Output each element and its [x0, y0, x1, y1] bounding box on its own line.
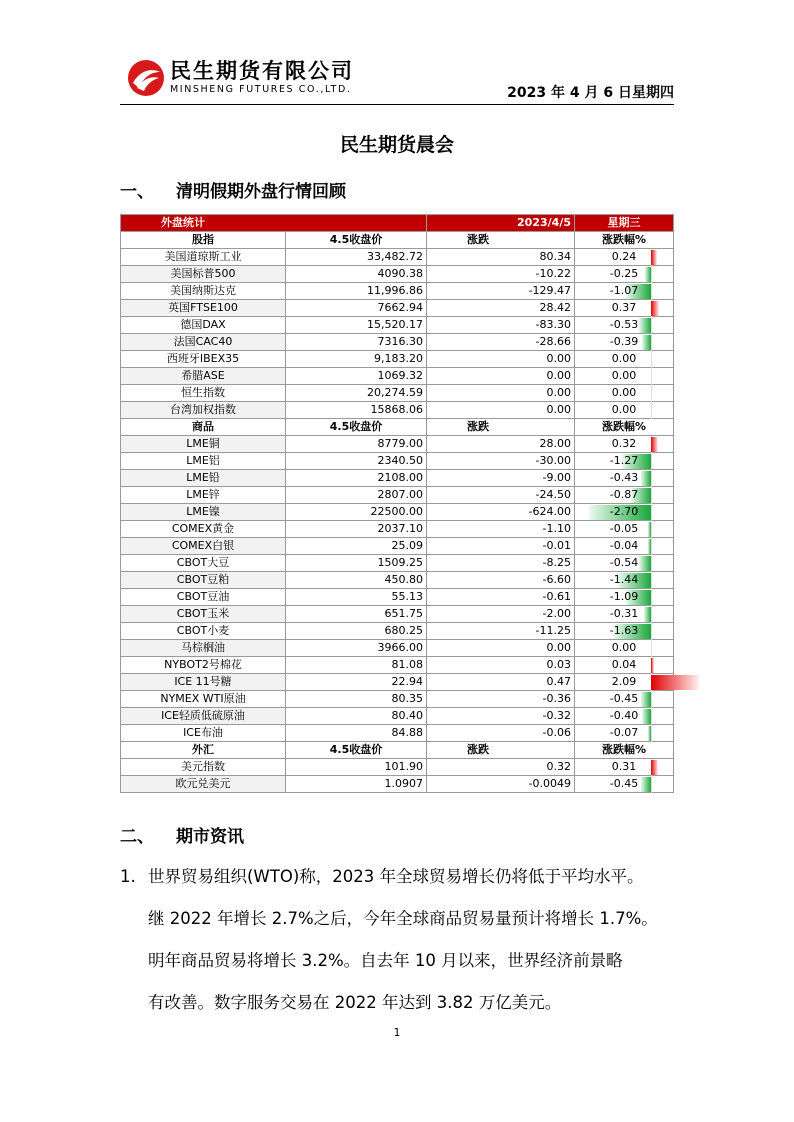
close-price: 22.94 [286, 674, 427, 691]
down-bar [642, 335, 651, 350]
price-change: 28.42 [427, 300, 575, 317]
table-row [121, 487, 674, 504]
instrument-name: 台湾加权指数 [121, 402, 286, 419]
instrument-name: CBOT大豆 [121, 555, 286, 572]
instrument-name: 恒生指数 [121, 385, 286, 402]
instrument-name: 马棕榈油 [121, 640, 286, 657]
down-bar [641, 777, 651, 792]
price-change: -1.10 [427, 521, 575, 538]
change-pct: -0.54 [609, 556, 639, 569]
table-row [121, 589, 674, 606]
change-pct-cell [575, 725, 674, 742]
change-pct: -1.09 [609, 590, 639, 603]
change-pct: 0.00 [611, 403, 637, 416]
change-pct-cell [575, 708, 674, 725]
instrument-name: LME锌 [121, 487, 286, 504]
change-pct: 0.24 [611, 250, 637, 263]
price-change: -11.25 [427, 623, 575, 640]
instrument-name: 欧元兑美元 [121, 776, 286, 793]
table-row [121, 300, 674, 317]
change-pct-cell [575, 385, 674, 402]
instrument-name: 美国标普500 [121, 266, 286, 283]
table-row [121, 640, 674, 657]
bar-axis [651, 385, 652, 402]
change-pct: -0.39 [609, 335, 639, 348]
bar-axis [651, 317, 652, 334]
change-pct-cell [575, 266, 674, 283]
change-pct: 0.32 [611, 437, 637, 450]
change-pct-cell [575, 402, 674, 419]
brand-name-en: MINSHENG FUTURES CO.,LTD. [170, 84, 352, 95]
close-price: 20,274.59 [286, 385, 427, 402]
table-row [121, 725, 674, 742]
table-row [121, 283, 674, 300]
change-pct-cell [575, 521, 674, 538]
change-pct: -0.31 [609, 607, 639, 620]
bar-axis [651, 368, 652, 385]
table-subheader [121, 232, 674, 249]
close-price: 4090.38 [286, 266, 427, 283]
price-change: -624.00 [427, 504, 575, 521]
close-price: 1509.25 [286, 555, 427, 572]
change-pct: -1.63 [609, 624, 639, 637]
close-price: 80.35 [286, 691, 427, 708]
price-change: 0.32 [427, 759, 575, 776]
price-change: -0.0049 [427, 776, 575, 793]
table-row [121, 606, 674, 623]
column-header: 涨跌幅% [575, 742, 674, 759]
close-price: 651.75 [286, 606, 427, 623]
close-price: 11,996.86 [286, 283, 427, 300]
price-change: -9.00 [427, 470, 575, 487]
price-change: -10.22 [427, 266, 575, 283]
table-row [121, 351, 674, 368]
column-header: 商品 [121, 419, 286, 436]
table-row [121, 555, 674, 572]
close-price: 9,183.20 [286, 351, 427, 368]
change-pct-cell [575, 538, 674, 555]
news-line: 继 2022 年增长 2.7%之后，今年全球商品贸易量预计将增长 1.7%。 [148, 909, 658, 928]
bar-axis [651, 555, 652, 572]
change-pct-cell [575, 351, 674, 368]
close-price: 22500.00 [286, 504, 427, 521]
up-bar [651, 675, 699, 690]
change-pct-cell [575, 606, 674, 623]
change-pct: -0.07 [609, 726, 639, 739]
close-price: 7316.30 [286, 334, 427, 351]
change-pct-cell [575, 300, 674, 317]
column-header: 涨跌 [427, 232, 575, 249]
news-line: 世界贸易组织(WTO)称，2023 年全球贸易增长仍将低于平均水平。 [148, 867, 644, 886]
table-label: 外盘统计 [121, 215, 427, 232]
change-pct: 0.00 [611, 641, 637, 654]
table-top-row [121, 215, 674, 232]
up-bar [651, 250, 657, 265]
instrument-name: 法国CAC40 [121, 334, 286, 351]
price-change: -83.30 [427, 317, 575, 334]
change-pct: 0.00 [611, 352, 637, 365]
section-title: 期市资讯 [176, 827, 244, 847]
table-row [121, 453, 674, 470]
instrument-name: CBOT小麦 [121, 623, 286, 640]
table-row [121, 436, 674, 453]
change-pct-cell [575, 572, 674, 589]
change-pct: -1.27 [609, 454, 639, 467]
page-number: 1 [393, 1026, 401, 1039]
close-price: 15,520.17 [286, 317, 427, 334]
down-bar [642, 709, 651, 724]
change-pct-cell [575, 776, 674, 793]
instrument-name: ICE轻质低硫原油 [121, 708, 286, 725]
change-pct-cell [575, 249, 674, 266]
bar-axis [651, 504, 652, 521]
column-header: 涨跌 [427, 419, 575, 436]
price-change: 0.00 [427, 368, 575, 385]
price-change: 80.34 [427, 249, 575, 266]
page-header [120, 52, 674, 105]
table-row [121, 521, 674, 538]
close-price: 450.80 [286, 572, 427, 589]
instrument-name: COMEX黄金 [121, 521, 286, 538]
price-change: -0.36 [427, 691, 575, 708]
minsheng-logo-icon [126, 58, 166, 98]
close-price: 33,482.72 [286, 249, 427, 266]
table-row [121, 470, 674, 487]
price-change: -24.50 [427, 487, 575, 504]
change-pct: -1.07 [609, 284, 639, 297]
table-date: 2023/4/5 [427, 215, 575, 232]
price-change: 0.03 [427, 657, 575, 674]
table-row [121, 334, 674, 351]
table-row [121, 504, 674, 521]
column-header: 4.5收盘价 [286, 232, 427, 249]
down-bar [645, 267, 651, 282]
change-pct-cell [575, 453, 674, 470]
table-row [121, 657, 674, 674]
price-change: 0.47 [427, 674, 575, 691]
change-pct: 2.09 [611, 675, 637, 688]
close-price: 680.25 [286, 623, 427, 640]
down-bar [644, 607, 651, 622]
change-pct-cell [575, 368, 674, 385]
instrument-name: LME铜 [121, 436, 286, 453]
close-price: 1069.32 [286, 368, 427, 385]
change-pct-cell [575, 504, 674, 521]
instrument-name: CBOT玉米 [121, 606, 286, 623]
column-header: 股指 [121, 232, 286, 249]
news-number: 1. [120, 867, 136, 886]
instrument-name: 德国DAX [121, 317, 286, 334]
change-pct-cell [575, 470, 674, 487]
instrument-name: 美国纳斯达克 [121, 283, 286, 300]
close-price: 3966.00 [286, 640, 427, 657]
price-change: -30.00 [427, 453, 575, 470]
close-price: 84.88 [286, 725, 427, 742]
change-pct: -0.53 [609, 318, 639, 331]
up-bar [651, 658, 654, 673]
down-bar [639, 556, 651, 571]
bar-axis [651, 623, 652, 640]
bar-axis [651, 402, 652, 419]
price-change: -0.01 [427, 538, 575, 555]
change-pct: -2.70 [609, 505, 639, 518]
close-price: 101.90 [286, 759, 427, 776]
news-line: 明年商品贸易将增长 3.2%。自去年 10 月以来，世界经济前景略 [148, 951, 623, 970]
change-pct: -0.43 [609, 471, 639, 484]
change-pct: 0.00 [611, 386, 637, 399]
change-pct: -0.05 [609, 522, 639, 535]
bar-axis [651, 691, 652, 708]
instrument-name: CBOT豆油 [121, 589, 286, 606]
bar-axis [651, 453, 652, 470]
down-bar [641, 471, 651, 486]
down-bar [641, 692, 651, 707]
bar-axis [651, 640, 652, 657]
close-price: 80.40 [286, 708, 427, 725]
section-number: 二、 [120, 827, 154, 847]
close-price: 2108.00 [286, 470, 427, 487]
close-price: 25.09 [286, 538, 427, 555]
section-title: 清明假期外盘行情回顾 [176, 182, 346, 202]
instrument-name: 美元指数 [121, 759, 286, 776]
page-title: 民生期货晨会 [339, 134, 454, 156]
table-row [121, 572, 674, 589]
table-row [121, 249, 674, 266]
down-bar [648, 539, 651, 554]
instrument-name: COMEX白银 [121, 538, 286, 555]
bar-axis [651, 776, 652, 793]
close-price: 7662.94 [286, 300, 427, 317]
bar-axis [651, 487, 652, 504]
change-pct-cell [575, 589, 674, 606]
change-pct-cell [575, 674, 674, 691]
close-price: 15868.06 [286, 402, 427, 419]
news-line: 有改善。数字服务交易在 2022 年达到 3.82 万亿美元。 [148, 993, 562, 1012]
bar-axis [651, 606, 652, 623]
column-header: 涨跌幅% [575, 419, 674, 436]
column-header: 涨跌幅% [575, 232, 674, 249]
change-pct-cell [575, 657, 674, 674]
bar-axis [651, 266, 652, 283]
bar-axis [651, 589, 652, 606]
table-row [121, 385, 674, 402]
instrument-name: ICE 11号糖 [121, 674, 286, 691]
table-weekday: 星期三 [575, 215, 674, 232]
change-pct-cell [575, 640, 674, 657]
section-heading-1 [120, 177, 346, 202]
change-pct: -0.87 [609, 488, 639, 501]
instrument-name: LME铝 [121, 453, 286, 470]
bar-axis [651, 470, 652, 487]
news-item-1 [120, 856, 676, 1024]
price-change: 28.00 [427, 436, 575, 453]
change-pct-cell [575, 555, 674, 572]
brand-name-cn: 民生期货有限公司 [170, 59, 354, 83]
price-change: -28.66 [427, 334, 575, 351]
change-pct-cell [575, 436, 674, 453]
price-change: -0.32 [427, 708, 575, 725]
up-bar [651, 760, 658, 775]
price-change: -6.60 [427, 572, 575, 589]
price-change: 0.00 [427, 402, 575, 419]
instrument-name: 美国道琼斯工业 [121, 249, 286, 266]
up-bar [651, 437, 658, 452]
change-pct-cell [575, 317, 674, 334]
instrument-name: NYMEX WTI原油 [121, 691, 286, 708]
table-row [121, 674, 674, 691]
bar-axis [651, 334, 652, 351]
close-price: 1.0907 [286, 776, 427, 793]
change-pct: -1.44 [609, 573, 639, 586]
price-change: -2.00 [427, 606, 575, 623]
down-bar [648, 522, 651, 537]
change-pct: -0.45 [609, 777, 639, 790]
bar-axis [651, 708, 652, 725]
price-change: 0.00 [427, 351, 575, 368]
change-pct: 0.04 [611, 658, 637, 671]
table-row [121, 402, 674, 419]
down-bar [648, 726, 651, 741]
down-bar [639, 318, 651, 333]
price-change: -129.47 [427, 283, 575, 300]
change-pct: -0.45 [609, 692, 639, 705]
change-pct: 0.31 [611, 760, 637, 773]
table-subheader [121, 742, 674, 759]
bar-axis [651, 521, 652, 538]
instrument-name: LME镍 [121, 504, 286, 521]
column-header: 涨跌 [427, 742, 575, 759]
close-price: 2807.00 [286, 487, 427, 504]
instrument-name: LME铅 [121, 470, 286, 487]
bar-axis [651, 572, 652, 589]
change-pct-cell [575, 487, 674, 504]
change-pct-cell [575, 691, 674, 708]
table-row [121, 317, 674, 334]
close-price: 81.08 [286, 657, 427, 674]
table-subheader [121, 419, 674, 436]
column-header: 外汇 [121, 742, 286, 759]
column-header: 4.5收盘价 [286, 742, 427, 759]
instrument-name: 西班牙IBEX35 [121, 351, 286, 368]
close-price: 2340.50 [286, 453, 427, 470]
change-pct: 0.37 [611, 301, 637, 314]
change-pct: 0.00 [611, 369, 637, 382]
instrument-name: 希腊ASE [121, 368, 286, 385]
change-pct: -0.04 [609, 539, 639, 552]
table-row [121, 691, 674, 708]
price-change: -0.06 [427, 725, 575, 742]
close-price: 55.13 [286, 589, 427, 606]
change-pct-cell [575, 623, 674, 640]
change-pct-cell [575, 759, 674, 776]
table-row [121, 266, 674, 283]
bar-axis [651, 725, 652, 742]
price-change: -8.25 [427, 555, 575, 572]
close-price: 2037.10 [286, 521, 427, 538]
column-header: 4.5收盘价 [286, 419, 427, 436]
section-number: 一、 [120, 182, 154, 202]
instrument-name: 英国FTSE100 [121, 300, 286, 317]
bar-axis [651, 351, 652, 368]
table-row [121, 708, 674, 725]
price-change: 0.00 [427, 640, 575, 657]
instrument-name: ICE布油 [121, 725, 286, 742]
table-row [121, 776, 674, 793]
bar-axis [651, 283, 652, 300]
change-pct: -0.40 [609, 709, 639, 722]
bar-axis [651, 538, 652, 555]
change-pct-cell [575, 283, 674, 300]
change-pct: -0.25 [609, 267, 639, 280]
up-bar [651, 301, 659, 316]
table-row [121, 623, 674, 640]
price-change: -0.61 [427, 589, 575, 606]
market-table [120, 214, 674, 793]
table-row [121, 538, 674, 555]
change-pct-cell [575, 334, 674, 351]
section-heading-2 [120, 822, 244, 847]
table-row [121, 368, 674, 385]
price-change: 0.00 [427, 385, 575, 402]
close-price: 8779.00 [286, 436, 427, 453]
report-date: 2023 年 4 月 6 日星期四 [507, 85, 674, 101]
table-row [121, 759, 674, 776]
instrument-name: NYBOT2号棉花 [121, 657, 286, 674]
instrument-name: CBOT豆粕 [121, 572, 286, 589]
